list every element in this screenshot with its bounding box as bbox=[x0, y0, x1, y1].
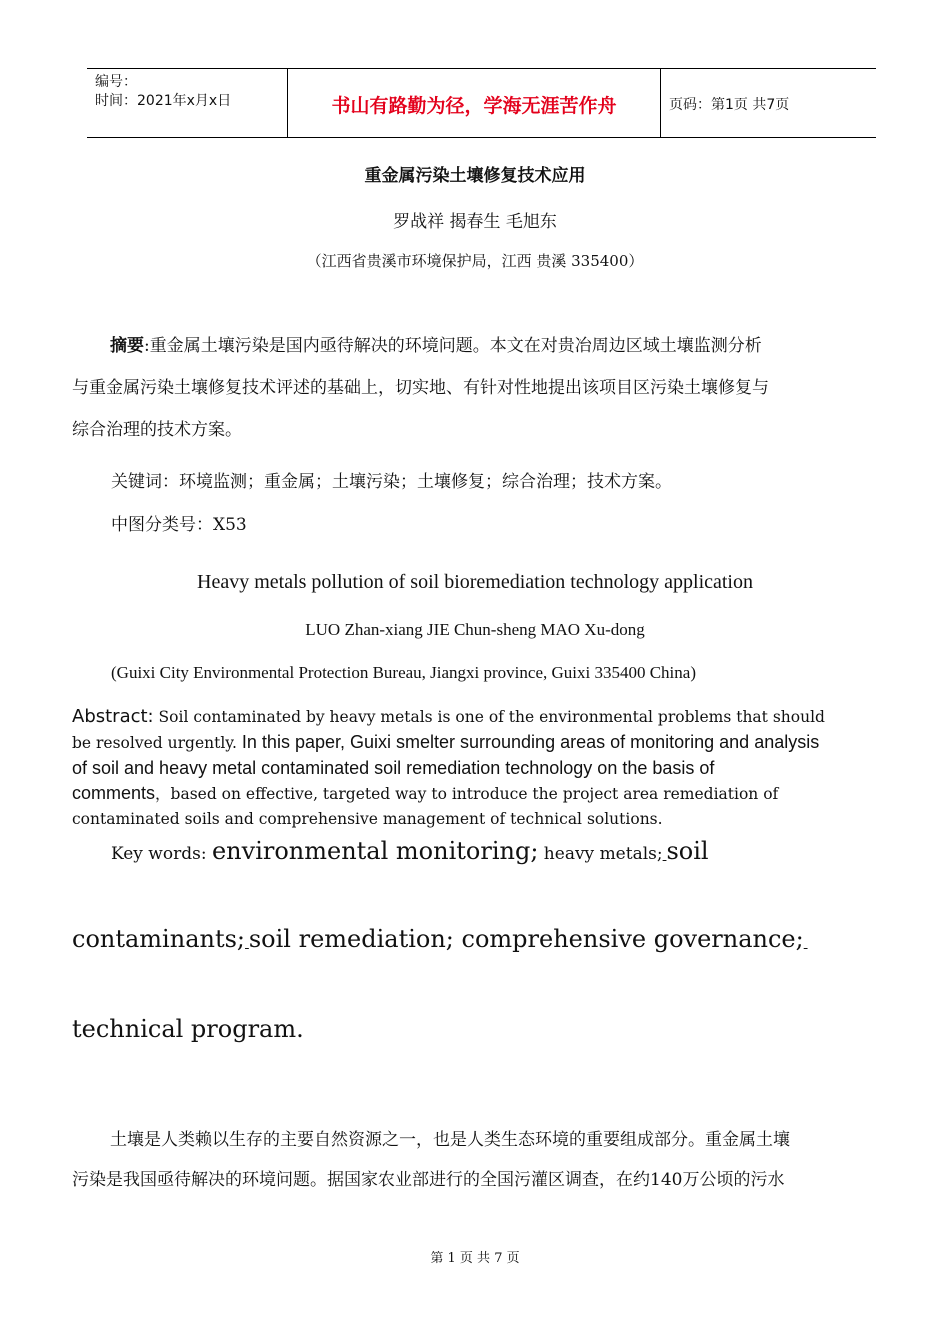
body-paragraph bbox=[72, 1120, 892, 1200]
body-line: 污染是我国亟待解决的环境问题。据国家农业部进行的全国污灌区调查，在约140万公顷的污水 bbox=[72, 1170, 785, 1190]
underline-space bbox=[804, 936, 808, 950]
keyword: soil bbox=[666, 837, 709, 865]
paper-title-en: Heavy metals pollution of soil bioremediation technology application bbox=[197, 571, 753, 593]
clc-label: 中图分类号： bbox=[111, 515, 213, 535]
page-footer: 第 1 页 共 7 页 bbox=[430, 1251, 520, 1266]
paper-authors-cn: 罗战祥 揭春生 毛旭东 bbox=[393, 212, 557, 232]
keywords-cn-text: 环境监测；重金属；土壤污染；土壤修复；综合治理；技术方案。 bbox=[179, 472, 672, 492]
time-label: 时间：2021年x月x日 bbox=[95, 93, 232, 109]
clc-text: X53 bbox=[213, 515, 247, 535]
keywords-cn bbox=[111, 467, 672, 492]
body-line: 土壤是人类赖以生存的主要自然资源之一，也是人类生态环境的重要组成部分。重金属土壤 bbox=[110, 1130, 790, 1150]
paper-title-cn: 重金属污染土壤修复技术应用 bbox=[364, 166, 586, 186]
number-label: 编号： bbox=[95, 74, 137, 90]
keyword: soil remediation; comprehensive governance; bbox=[248, 925, 804, 953]
keywords-cn-label: 关键词： bbox=[111, 472, 179, 492]
header-table bbox=[87, 68, 876, 138]
paper-authors-en: LUO Zhan-xiang JIE Chun-sheng MAO Xu-dong bbox=[305, 620, 645, 639]
header-divider bbox=[660, 69, 661, 137]
keywords-en bbox=[111, 837, 709, 865]
clc-number bbox=[111, 510, 247, 535]
abstract-en-text: comments bbox=[72, 783, 156, 803]
abstract-en-text: Soil contaminated by heavy metals is one of the environmental problems that should bbox=[153, 708, 825, 726]
abstract-cn bbox=[72, 325, 862, 451]
keyword: technical program. bbox=[72, 1015, 304, 1043]
abstract-en-text: of soil and heavy metal contaminated soil remediation technology on the basis of bbox=[72, 758, 715, 778]
header-page-info: 页码：第1页 共7页 bbox=[669, 97, 790, 113]
keywords-en-line bbox=[72, 925, 808, 953]
paper-affiliation-en: (Guixi City Environmental Protection Bureau, Jiangxi province, Guixi 335400 China) bbox=[111, 663, 696, 682]
abstract-en-text: contaminated soils and comprehensive management of technical solutions. bbox=[72, 810, 663, 828]
abstract-en-label: Abstract: bbox=[72, 706, 154, 727]
keyword: environmental monitoring; bbox=[211, 837, 539, 865]
abstract-cn-line: 综合治理的技术方案。 bbox=[72, 420, 242, 440]
header-motto: 书山有路勤为径，学海无涯苦作舟 bbox=[331, 95, 617, 117]
paper-affiliation-cn: （江西省贵溪市环境保护局，江西 贵溪 335400） bbox=[306, 252, 644, 270]
abstract-en-text: be resolved urgently. bbox=[72, 734, 237, 752]
abstract-en bbox=[72, 704, 892, 832]
header-meta bbox=[95, 73, 231, 111]
abstract-en-text: ，based on effective, targeted way to introduce the project area remediation of bbox=[155, 785, 779, 803]
abstract-cn-label: 摘要 bbox=[110, 336, 144, 356]
abstract-cn-line: :重金属土壤污染是国内亟待解决的环境问题。本文在对贵冶周边区域土壤监测分析 bbox=[144, 336, 762, 356]
keyword: heavy metals; bbox=[538, 844, 663, 864]
abstract-cn-line: 与重金属污染土壤修复技术评述的基础上，切实地、有针对性地提出该项目区污染土壤修复与 bbox=[72, 378, 769, 398]
keyword: contaminants; bbox=[72, 925, 246, 953]
keywords-en-label: Key words: bbox=[111, 844, 212, 864]
abstract-en-text: In this paper, Guixi smelter surrounding areas of monitoring and analysis bbox=[236, 732, 820, 752]
